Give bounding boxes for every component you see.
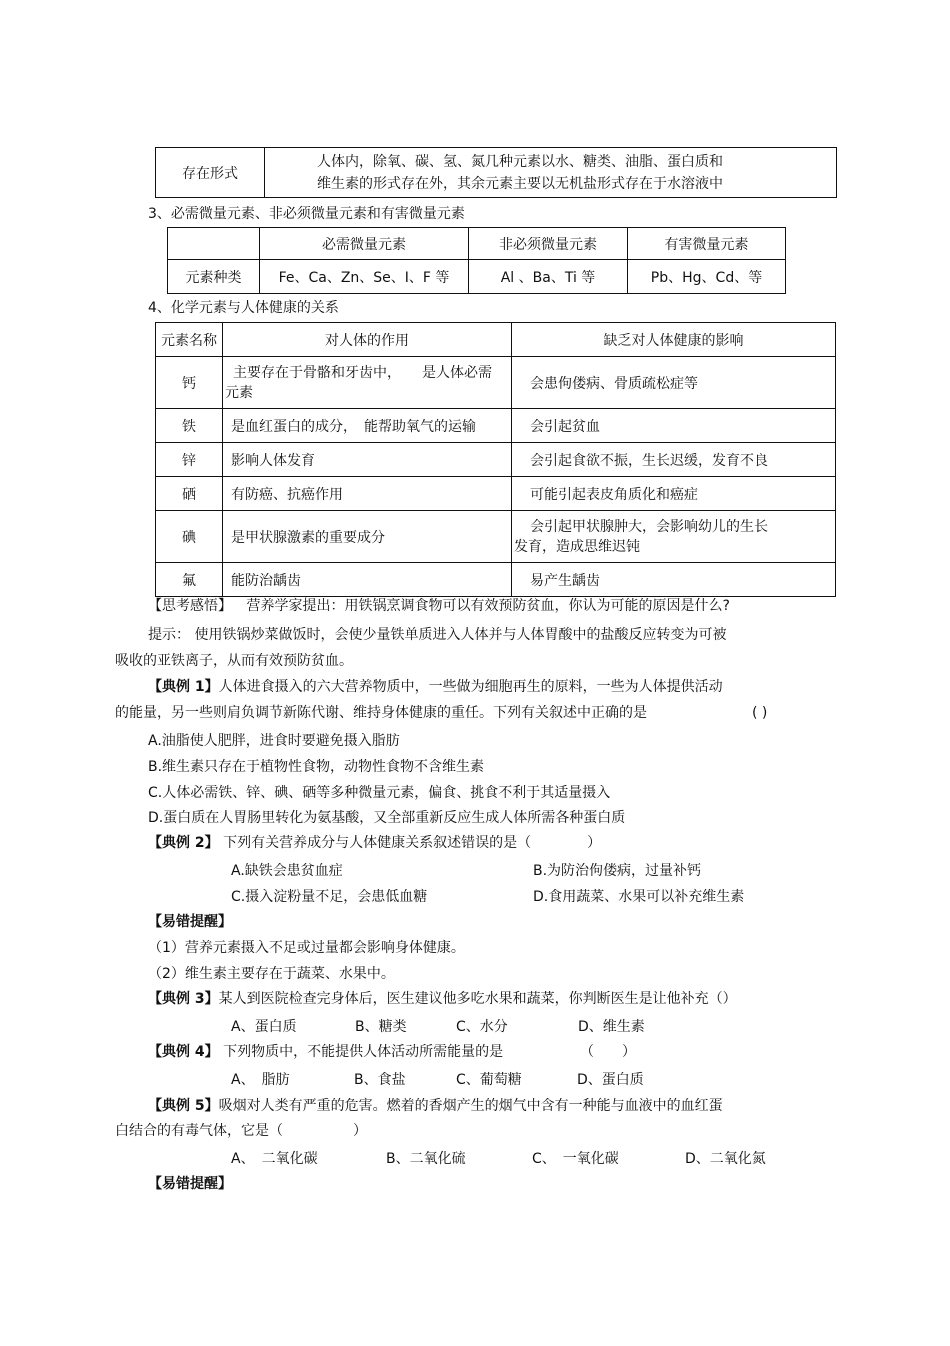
table-row [156,443,836,477]
table-row [156,409,836,443]
example2-option-a: A.缺铁会患贫血症 [231,863,343,879]
element-name: 钙 [156,357,223,409]
existence-label: 存在形式 [156,148,265,198]
header-element-name: 元素名称 [156,323,223,357]
example3-option-b: B、糖类 [355,1019,407,1035]
tip1-tag: 【易错提醒】 [148,914,232,930]
think-tag: 【思考感悟】 [148,598,232,614]
example2-text: 下列有关营养成分与人体健康关系叙述错误的是（ ） [223,835,602,851]
example4-option-a: A、 脂肪 [231,1072,290,1088]
header-role: 对人体的作用 [223,323,512,357]
element-health-table [155,322,836,597]
element-role: 影响人体发育 [223,443,512,477]
example4-answer-paren: （ ） [580,1044,636,1060]
deficiency-line-2: 发育，造成思维迟钝 [514,538,640,555]
example1-text-2: 的能量，另一些则肩负调节新陈代谢、维持身体健康的重任。下列有关叙述中正确的是 [115,705,647,721]
role-line-2: 元素 [225,384,253,401]
header-harmful: 有害微量元素 [628,228,786,260]
existence-line-1: 人体内，除氧、碳、氢、氮几种元素以水、糖类、油脂、蛋白质和 [317,153,723,170]
example3-option-c: C、水分 [456,1019,508,1035]
example2-option-d: D.食用蔬菜、水果可以补充维生素 [533,889,745,905]
element-deficiency: 会患佝偻病、骨质疏松症等 [512,357,836,409]
example5-option-d: D、二氧化氮 [685,1151,766,1167]
header-deficiency: 缺乏对人体健康的影响 [512,323,836,357]
element-deficiency: 会引起贫血 [512,409,836,443]
example3-tag: 【典例 3】 [148,991,219,1007]
example4-tag: 【典例 4】 [148,1044,219,1060]
example1-option-c: C.人体必需铁、锌、碘、硒等多种微量元素，偏食、挑食不利于其适量摄入 [148,785,611,801]
example5-tag: 【典例 5】 [148,1098,219,1114]
element-deficiency [512,511,836,563]
role-line-1: 主要存在于骨骼和牙齿中， 是人体必需 [233,364,492,381]
example5-line-1 [148,1094,723,1119]
table-row [156,511,836,563]
think-hint-line-1: 提示： 使用铁锅炒菜做饭时，会使少量铁单质进入人体并与人体胃酸中的盐酸反应转变为可被 [148,627,727,643]
header-nonessential: 非必须微量元素 [469,228,628,260]
harmful-elements: Pb、Hg、Cd、等 [628,260,786,294]
existence-desc [265,148,837,198]
element-deficiency: 会引起食欲不振，生长迟缓，发育不良 [512,443,836,477]
element-role: 能防治龋齿 [223,563,512,597]
example2-option-b: B.为防治佝偻病，过量补钙 [533,863,702,879]
example2-option-c: C.摄入淀粉量不足，会患低血糖 [231,889,428,905]
existence-line-2: 维生素的形式存在外，其余元素主要以无机盐形式存在于水溶液中 [317,175,723,192]
example4-option-d: D、蛋白质 [577,1072,644,1088]
table-row [156,357,836,409]
trace-elements-table [167,227,786,294]
example5-option-a: A、 二氧化碳 [231,1151,318,1167]
example3-option-a: A、蛋白质 [231,1019,297,1035]
example5-option-c: C、 一氧化碳 [532,1151,619,1167]
example1-line-2 [115,701,647,726]
essential-elements: Fe、Ca、Zn、Se、I、F 等 [260,260,469,294]
element-name: 硒 [156,477,223,511]
existence-table [155,147,837,198]
example3-question [148,987,737,1012]
table-row [156,563,836,597]
example1-line-1 [148,675,723,700]
element-role: 是甲状腺激素的重要成分 [223,511,512,563]
example5-line-2: 白结合的有毒气体，它是（ ） [115,1123,367,1139]
example4-option-b: B、食盐 [354,1072,406,1088]
tip2-tag: 【易错提醒】 [148,1176,232,1192]
element-name: 锌 [156,443,223,477]
example1-option-d: D.蛋白质在人胃肠里转化为氨基酸，又全部重新反应生成人体所需各种蛋白质 [148,810,626,826]
example4-text: 下列物质中，不能提供人体活动所需能量的是 [223,1044,504,1060]
think-text: 营养学家提出：用铁锅烹调食物可以有效预防贫血，你认为可能的原因是什么? [246,598,730,614]
element-deficiency: 易产生龋齿 [512,563,836,597]
section4-heading: 4、化学元素与人体健康的关系 [148,300,339,316]
example1-option-b: B.维生素只存在于植物性食物，动物性食物不含维生素 [148,759,485,775]
example2-tag: 【典例 2】 [148,835,219,851]
example1-answer-paren: ( ) [752,705,768,721]
example1-tag: 【典例 1】 [148,679,219,695]
deficiency-line-1: 会引起甲状腺肿大，会影响幼儿的生长 [530,518,768,535]
think-hint-line-2: 吸收的亚铁离子，从而有效预防贫血。 [115,653,353,669]
element-role: 是血红蛋白的成分， 能帮助氧气的运输 [223,409,512,443]
element-role: 有防癌、抗癌作用 [223,477,512,511]
example1-option-a: A.油脂使人肥胖，进食时要避免摄入脂肪 [148,733,400,749]
corner-cell [168,228,260,260]
element-role [223,357,512,409]
header-essential: 必需微量元素 [260,228,469,260]
example3-text: 某人到医院检查完身体后，医生建议他多吃水果和蔬菜，你判断医生是让他补充（） [218,991,737,1007]
element-name: 碘 [156,511,223,563]
example1-text-1: 人体进食摄入的六大营养物质中，一些做为细胞再生的原料，一些为人体提供活动 [218,679,723,695]
think-question [148,594,730,619]
example2-question [148,831,601,856]
row-label-element-type: 元素种类 [168,260,260,294]
table-row [156,477,836,511]
tip1-point-1: （1）营养元素摄入不足或过量都会影响身体健康。 [148,940,465,956]
element-name: 铁 [156,409,223,443]
tip1-point-2: （2）维生素主要存在于蔬菜、水果中。 [148,966,395,982]
section3-heading: 3、必需微量元素、非必须微量元素和有害微量元素 [148,206,465,222]
element-name: 氟 [156,563,223,597]
example5-option-b: B、二氧化硫 [386,1151,466,1167]
example4-question [148,1040,503,1065]
element-deficiency: 可能引起表皮角质化和癌症 [512,477,836,511]
example4-option-c: C、葡萄糖 [456,1072,522,1088]
nonessential-elements: Al 、Ba、Ti 等 [469,260,628,294]
example3-option-d: D、维生素 [578,1019,645,1035]
example5-text-1: 吸烟对人类有严重的危害。燃着的香烟产生的烟气中含有一种能与血液中的血红蛋 [218,1098,723,1114]
